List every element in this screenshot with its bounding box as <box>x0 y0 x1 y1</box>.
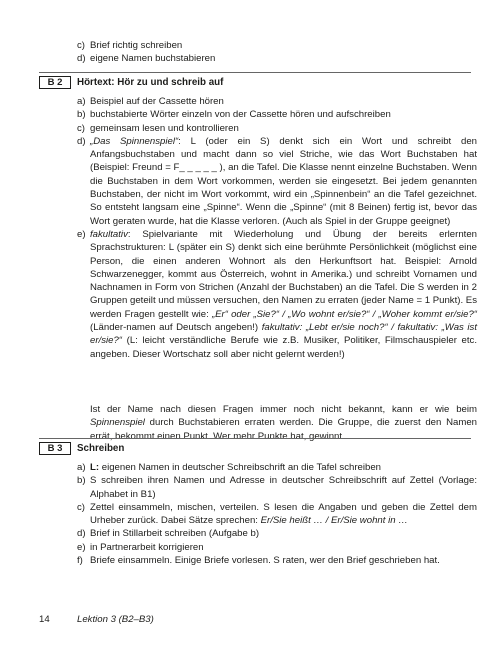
list-item-spinnenspiel: d) „Das Spinnenspiel“: L (oder ein S) denkt sich ein Wort und schreibt den Anfangsbuchstaben und macht dann so viel Striche, wie das Wort Buchstaben hat (Beispiel: Freund = F_ _ _ _ _ ), an die Tafel. Die Klasse nennt einzelne Buchstaben. Wenn die Buchstaben in dem Wort vorkommen, werden sie eingesetzt. Bei jedem genannten Buchstaben, der nicht im Wort vorkommt, wird ein „Spinnenbein“ an die Tafel gezeichnet. So entsteht langsam eine „Spinne“. Wenn die „Spinne“ (mit 8 Beinen) fertig ist, bevor das Wort geraten wurde, hat die Klasse verloren. (Auch als Spiel in der Gruppe geeignet) <box>77 135 477 227</box>
page-number: 14 <box>39 614 50 625</box>
footer-lesson: Lektion 3 (B2–B3) <box>77 614 154 625</box>
b2-list <box>77 95 477 361</box>
list-item: a) Beispiel auf der Cassette hören <box>77 96 224 107</box>
list-item: b) S schreiben ihren Namen und Adresse in deutscher Schreibschrift auf Zettel (Vorlage: Alphabet in B1) <box>77 475 477 500</box>
list-item-fakultativ: e) fakultativ: Spielvariante mit Wiederholung und Übung der bereits erlernten Sprachstrukturen: L (später ein S) denkt sich eine berühmte Persönlichkeit (möglichst eine Person, die einen anderen Wohnort als den Herkunftsort hat. Beispiel: Arnold Schwarzenegger, kommt aus Österreich, wohnt in Amerika.) und schreibt Vornamen und Nachnamen in Form von Strichen (Anzahl der Buchstaben) an die Tafel. Die S werden in 2 Gruppen geteilt und müssen versuchen, den Namen zu erraten (jeder Name = 1 Punkt). Es werden Fragen gestellt wie: „Er“ oder „Sie?“ / „Wo wohnt er/sie?“ / „Woher kommt er/sie?“ (Länder-namen auf Deutsch angeben!) fakultativ: „Lebt er/sie noch?“ / fakultativ: „Was ist er/sie?“ (L: leicht verständliche Berufe wie z.B. Musiker, Politiker, Filmschauspieler etc. angeben. Dieser Wortschatz soll aber nicht gelernt werden!) <box>77 228 478 360</box>
spinnenspiel-title: „Das Spinnenspiel“ <box>90 135 179 147</box>
list-item: b) buchstabierte Wörter einzeln von der Cassette hören und aufschreiben <box>77 109 391 121</box>
list-item: e) in Partnerarbeit korrigieren <box>77 541 204 553</box>
section-divider <box>39 72 471 73</box>
list-item: c) gemeinsam lesen und kontrollieren <box>77 122 239 134</box>
b3-list <box>77 461 477 567</box>
list-item: d) eigene Namen buchstabieren <box>77 53 216 65</box>
list-item: c) Zettel einsammeln, mischen, verteilen. S lesen die Angaben und geben die Zettel dem Urheber zurück. Dabei Sätze sprechen: Er/Sie heißt … / Er/Sie wohnt in … <box>77 501 477 527</box>
top-list <box>77 39 477 66</box>
section-divider <box>39 438 471 439</box>
b2-closing-paragraph: Ist der Name nach diesen Fragen immer noch nicht bekannt, kann er wie beim Spinnenspiel durch Buchstabieren erraten werden. Die Gruppe, die zuerst den Namen errät, bekommt einen Punkt. Wer mehr Punkte hat, gewinnt. <box>90 404 477 442</box>
list-item: f) Briefe einsammeln. Einige Briefe vorlesen. S raten, wer den Brief geschrieben hat. <box>77 555 440 567</box>
section-title-b2: Hörtext: Hör zu und schreib auf <box>77 77 224 88</box>
section-title-b3: Schreiben <box>77 443 125 454</box>
section-label-b3: B 3 <box>39 442 71 455</box>
list-item: a) L: eigenen Namen in deutscher Schreibschrift an die Tafel schreiben <box>77 462 381 473</box>
list-item: c) Brief richtig schreiben <box>77 40 183 51</box>
section-label-b2: B 2 <box>39 76 71 89</box>
list-item: d) Brief in Stillarbeit schreiben (Aufgabe b) <box>77 528 260 540</box>
